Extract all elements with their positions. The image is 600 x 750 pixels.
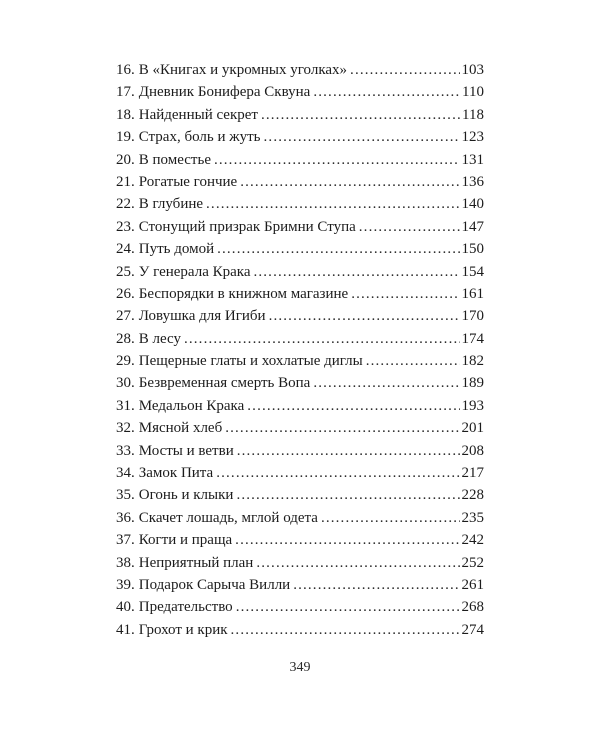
toc-entry <box>116 619 484 641</box>
dot-leader <box>256 552 459 574</box>
chapter-title: Мясной хлеб <box>138 420 223 437</box>
dot-leader <box>261 104 460 126</box>
chapter-number: 39. <box>116 576 135 593</box>
toc-entry <box>116 126 484 148</box>
dot-leader <box>264 126 460 148</box>
dot-leader <box>313 81 460 103</box>
chapter-title: Страх, боль и жуть <box>138 129 261 146</box>
chapter-title: Медальон Крака <box>138 397 245 414</box>
page-number: 252 <box>461 554 484 571</box>
page-number: 161 <box>461 285 484 302</box>
chapter-title: Безвременная смерть Вопа <box>138 375 311 392</box>
chapter-title: Пещерные глаты и хохлатые диглы <box>138 353 363 370</box>
page-number: 193 <box>461 397 484 414</box>
page-number: 147 <box>461 218 484 235</box>
chapter-number: 37. <box>116 532 135 549</box>
chapter-number: 20. <box>116 151 135 168</box>
toc-entry <box>116 462 484 484</box>
chapter-title: Скачет лошадь, мглой одета <box>138 509 318 526</box>
toc-entry <box>116 328 484 350</box>
page-number: 170 <box>461 308 484 325</box>
dot-leader <box>206 193 459 215</box>
page-number: 268 <box>461 599 484 616</box>
chapter-number: 27. <box>116 308 135 325</box>
page-number: 201 <box>461 420 484 437</box>
dot-leader <box>351 283 459 305</box>
dot-leader <box>231 619 460 641</box>
dot-leader <box>293 574 459 596</box>
dot-leader <box>217 238 459 260</box>
page-number: 150 <box>461 241 484 258</box>
toc-entry <box>116 81 484 103</box>
dot-leader <box>269 305 460 327</box>
dot-leader <box>247 395 459 417</box>
dot-leader <box>236 484 459 506</box>
page-number: 189 <box>461 375 484 392</box>
chapter-number: 18. <box>116 106 135 123</box>
chapter-number: 17. <box>116 84 135 101</box>
chapter-title: Грохот и крик <box>138 621 228 638</box>
chapter-title: Найденный секрет <box>138 106 258 123</box>
page-number: 217 <box>461 465 484 482</box>
chapter-title: Неприятный план <box>138 554 254 571</box>
dot-leader <box>216 462 459 484</box>
page-folio: 349 <box>289 660 311 675</box>
chapter-number: 32. <box>116 420 135 437</box>
page-number: 140 <box>461 196 484 213</box>
chapter-number: 23. <box>116 218 135 235</box>
page-number: 131 <box>461 151 484 168</box>
chapter-title: Беспорядки в книжном магазине <box>138 285 349 302</box>
toc-entry <box>116 372 484 394</box>
page-number: 103 <box>461 62 484 78</box>
page-number: 118 <box>462 106 484 123</box>
dot-leader <box>235 529 459 551</box>
chapter-number: 29. <box>116 353 135 370</box>
chapter-title: Огонь и клыки <box>138 487 234 504</box>
toc-entry <box>116 149 484 171</box>
chapter-number: 33. <box>116 442 135 459</box>
chapter-number: 24. <box>116 241 135 258</box>
chapter-title: В «Книгах и укромных уголках» <box>138 62 348 78</box>
chapter-number: 40. <box>116 599 135 616</box>
chapter-number: 35. <box>116 487 135 504</box>
toc-entry <box>116 59 484 81</box>
chapter-number: 21. <box>116 173 135 190</box>
chapter-title: Путь домой <box>138 241 215 258</box>
page-number: 261 <box>461 576 484 593</box>
toc-entry <box>116 596 484 618</box>
chapter-number: 19. <box>116 129 135 146</box>
page-number: 274 <box>461 621 484 638</box>
chapter-title: Дневник Бонифера Сквуна <box>138 84 311 101</box>
page-number: 154 <box>461 263 484 280</box>
chapter-title: Когти и праща <box>138 532 233 549</box>
toc-entry <box>116 574 484 596</box>
page-number: 242 <box>461 532 484 549</box>
dot-leader <box>237 440 460 462</box>
chapter-number: 25. <box>116 263 135 280</box>
chapter-number: 31. <box>116 397 135 414</box>
page-number: 174 <box>461 330 484 347</box>
dot-leader <box>214 149 460 171</box>
chapter-title: Ловушка для Игиби <box>138 308 266 325</box>
chapter-number: 38. <box>116 554 135 571</box>
page-number: 123 <box>461 129 484 146</box>
toc-entry <box>116 193 484 215</box>
chapter-number: 30. <box>116 375 135 392</box>
chapter-title: У генерала Крака <box>138 263 251 280</box>
chapter-number: 41. <box>116 621 135 638</box>
chapter-title: Подарок Сарыча Вилли <box>138 576 291 593</box>
toc-entry <box>116 238 484 260</box>
dot-leader <box>321 507 460 529</box>
dot-leader <box>184 328 460 350</box>
chapter-title: В глубине <box>138 196 204 213</box>
chapter-number: 26. <box>116 285 135 302</box>
chapter-number: 34. <box>116 465 135 482</box>
chapter-number: 22. <box>116 196 135 213</box>
chapter-title: В поместье <box>138 151 211 168</box>
page-number: 182 <box>461 353 484 370</box>
toc-entry <box>116 171 484 193</box>
page-number: 110 <box>462 84 484 101</box>
toc-entry <box>116 305 484 327</box>
dot-leader <box>225 417 459 439</box>
chapter-number: 28. <box>116 330 135 347</box>
dot-leader <box>253 261 459 283</box>
toc-entry <box>116 395 484 417</box>
toc-entry <box>116 552 484 574</box>
chapter-title: В лесу <box>138 330 181 347</box>
page-number: 235 <box>461 509 484 526</box>
page-number: 208 <box>461 442 484 459</box>
chapter-number: 36. <box>116 509 135 526</box>
chapter-number: 16. <box>116 62 135 78</box>
dot-leader <box>350 59 459 81</box>
chapter-title: Рогатые гончие <box>138 173 238 190</box>
page-number: 136 <box>461 173 484 190</box>
dot-leader <box>240 171 459 193</box>
dot-leader <box>313 372 459 394</box>
table-of-contents <box>116 59 484 641</box>
chapter-title: Стонущий призрак Бримни Ступа <box>138 218 356 235</box>
toc-entry <box>116 417 484 439</box>
chapter-title: Замок Пита <box>138 465 214 482</box>
toc-entry <box>116 216 484 238</box>
page-number: 228 <box>461 487 484 504</box>
toc-entry <box>116 283 484 305</box>
chapter-title: Предательство <box>138 599 233 616</box>
toc-entry <box>116 350 484 372</box>
toc-entry <box>116 104 484 126</box>
dot-leader <box>359 216 460 238</box>
dot-leader <box>236 596 460 618</box>
toc-entry <box>116 261 484 283</box>
toc-entry <box>116 440 484 462</box>
dot-leader <box>366 350 460 372</box>
toc-entry <box>116 484 484 506</box>
toc-entry <box>116 507 484 529</box>
toc-entry <box>116 529 484 551</box>
chapter-title: Мосты и ветви <box>138 442 234 459</box>
